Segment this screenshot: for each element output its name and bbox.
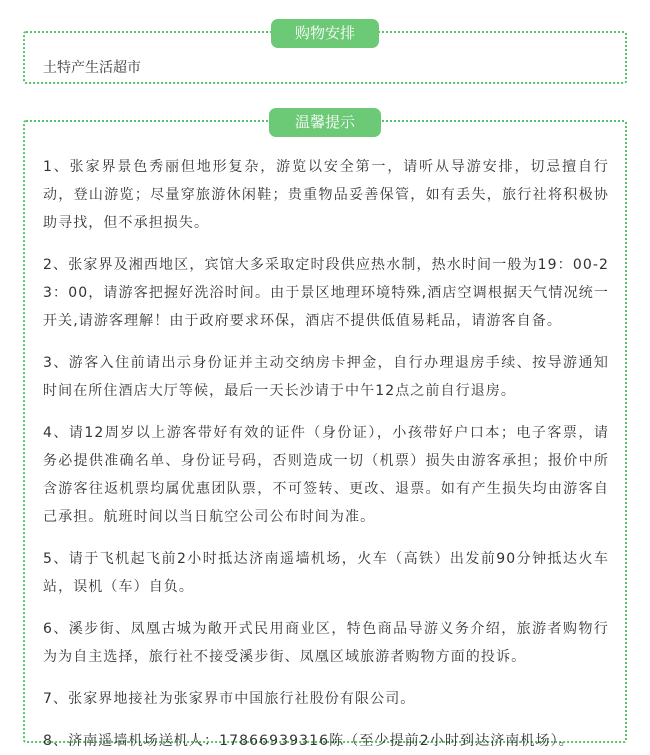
tips-section bbox=[23, 113, 627, 749]
tip-item-7: 7、张家界地接社为张家界市中国旅行社股份有限公司。 bbox=[43, 691, 416, 707]
tips-header: 温馨提示 bbox=[269, 108, 381, 137]
tip-item-1: 1、张家界景色秀丽但地形复杂，游览以安全第一，请听从导游安排，切忌擅自行动，登山游览；尽量穿旅游休闲鞋；贵重物品妥善保管，如有丢失，旅行社将积极协助寻找，但不承担损失。 bbox=[43, 159, 609, 231]
shopping-header: 购物安排 bbox=[271, 19, 379, 48]
tip-item-2: 2、张家界及湘西地区，宾馆大多采取定时段供应热水制，热水时间一般为19：00-23：00，请游客把握好洗浴时间。由于景区地理环境特殊,酒店空调根据天气情况统一开关,请游客理解！由于政府要求环保，酒店不提供低值易耗品，请游客自备。 bbox=[43, 257, 609, 329]
tip-item-4: 4、请12周岁以上游客带好有效的证件（身份证），小孩带好户口本；电子客票，请务必提供准确名单、身份证号码，否则造成一切（机票）损失由游客承担；报价中所含游客往返机票均属优惠团队票，不可签转、更改、退票。如有产生损失均由游客自己承担。航班时间以当日航空公司公布时间为准。 bbox=[43, 425, 609, 525]
tip-item-5: 5、请于飞机起飞前2小时抵达济南遥墙机场，火车（高铁）出发前90分钟抵达火车站，误机（车）自负。 bbox=[43, 551, 609, 595]
tip-item-3: 3、游客入住前请出示身份证并主动交纳房卡押金，自行办理退房手续、按导游通知时间在所住酒店大厅等候，最后一天长沙请于中午12点之前自行退房。 bbox=[43, 355, 609, 399]
tips-list bbox=[43, 153, 609, 755]
shopping-content: 土特产生活超市 bbox=[43, 60, 141, 76]
tip-item-8: 8、济南遥墙机场送机人：17866939316陈（至少提前2小时到达济南机场）。 bbox=[43, 733, 574, 749]
shopping-section bbox=[23, 24, 627, 84]
tip-item-6: 6、溪步街、凤凰古城为敞开式民用商业区，特色商品导游义务介绍，旅游者购物行为为自主选择，旅行社不接受溪步街、凤凰区域旅游者购物方面的投诉。 bbox=[43, 621, 609, 665]
